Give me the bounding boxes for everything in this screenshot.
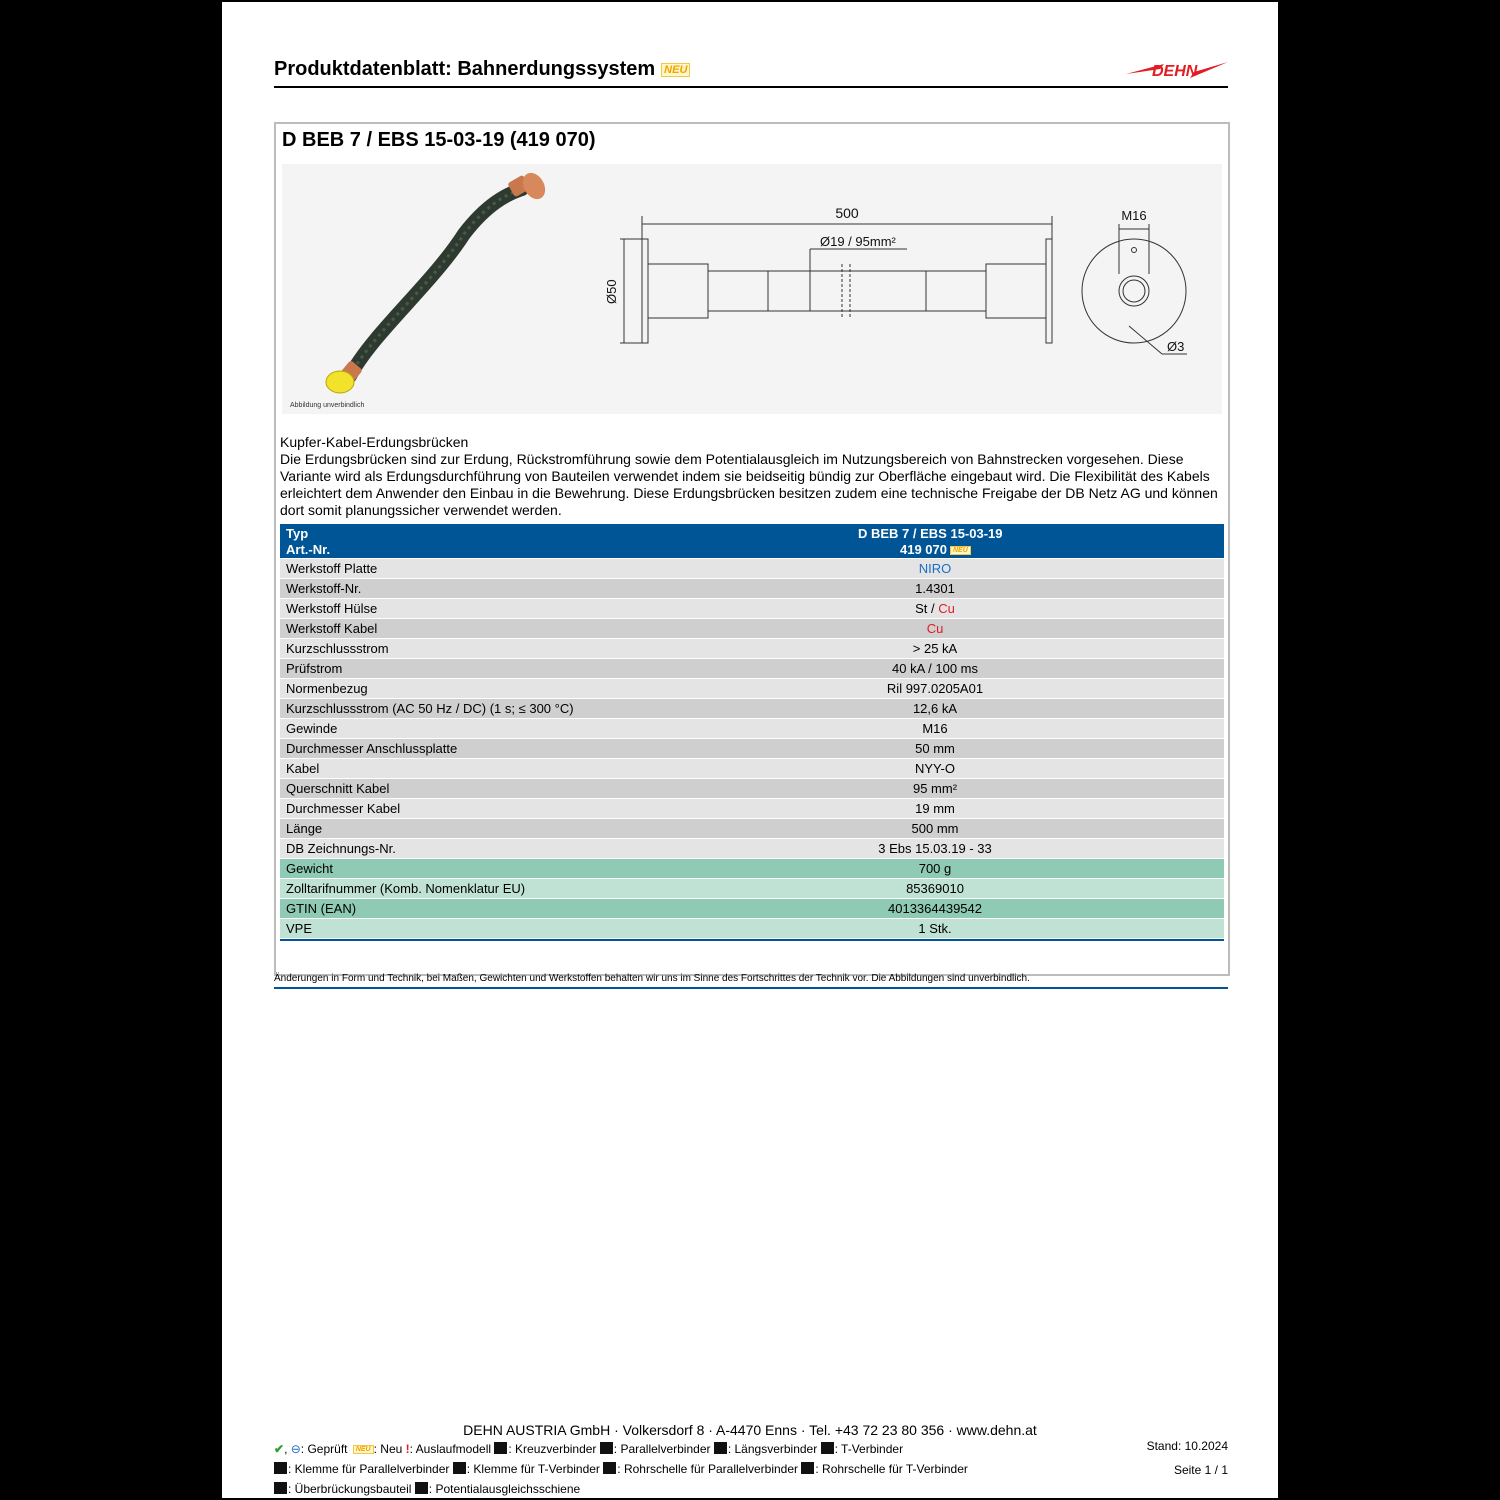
row-value: 500 mm <box>911 821 959 836</box>
table-row <box>280 619 1224 638</box>
row-label: Normenbezug <box>286 681 368 696</box>
header-rule <box>274 86 1228 88</box>
table-row <box>280 739 1224 758</box>
spec-table <box>280 524 1224 941</box>
table-row <box>280 639 1224 658</box>
row-label: Durchmesser Anschlussplatte <box>286 741 458 756</box>
discontinued-icon: ! <box>405 1442 410 1456</box>
longitudinal-connector-icon <box>714 1442 727 1454</box>
row-value: M16 <box>922 721 948 736</box>
row-label: Kurzschlussstrom (AC 50 Hz / DC) (1 s; ≤ 300 °C) <box>286 701 574 716</box>
row-label: Werkstoff-Nr. <box>286 581 362 596</box>
datasheet-page <box>222 2 1278 1498</box>
dim-plate: Ø50 <box>604 279 619 304</box>
row-label: GTIN (EAN) <box>286 901 357 916</box>
art-label: Art.-Nr. <box>286 542 331 557</box>
table-row <box>280 779 1224 798</box>
document-title: Produktdatenblatt: Bahnerdungssystem NEU <box>274 58 690 81</box>
technical-drawing <box>602 194 1202 394</box>
bridging-component-icon <box>274 1482 287 1494</box>
row-label: Gewicht <box>286 861 333 876</box>
row-value: 3 Ebs 15.03.19 - 33 <box>878 841 992 856</box>
table-row <box>280 599 1224 618</box>
pipe-clamp-t-icon <box>801 1462 814 1474</box>
table-row <box>280 659 1224 678</box>
clamp-t-icon <box>453 1462 466 1474</box>
row-value: 1 Stk. <box>918 921 952 936</box>
parallel-connector-icon <box>600 1442 613 1454</box>
product-title: D BEB 7 / EBS 15-03-19 (419 070) <box>282 129 596 151</box>
table-row <box>280 819 1224 838</box>
row-value: 4013364439542 <box>888 901 982 916</box>
row-label: Kabel <box>286 761 320 776</box>
table-row <box>280 859 1224 878</box>
legend-line-2: : Klemme für Parallelverbinder : Klemme für T-Verbinder : Rohrschelle für Parallelverbinder : Rohrschelle für T-Verbinder <box>274 1462 968 1476</box>
approved-icon: ⊖ <box>290 1442 301 1456</box>
row-label: Werkstoff Kabel <box>286 621 378 636</box>
row-label: Querschnitt Kabel <box>286 781 390 796</box>
clamp-parallel-icon <box>274 1462 287 1474</box>
pipe-clamp-parallel-icon <box>603 1462 616 1474</box>
row-value: 50 mm <box>915 741 955 756</box>
product-description <box>280 434 1224 519</box>
table-row <box>280 579 1224 598</box>
row-label: Kurzschlussstrom <box>286 641 389 656</box>
table-row <box>280 879 1224 898</box>
art-value: 419 070 NEU <box>900 542 971 557</box>
table-row <box>280 839 1224 858</box>
description-heading: Kupfer-Kabel-Erdungsbrücken <box>280 434 469 450</box>
footer-address: DEHN AUSTRIA GmbH · Volkersdorf 8 · A-4470 Enns · Tel. +43 72 23 80 356 · www.dehn.at <box>463 1422 1037 1438</box>
description-text: Die Erdungsbrücken sind zur Erdung, Rückstromführung sowie dem Potentialausgleich im Nutzungsbereich von Bahnstrecken vorgesehen. Diese Variante wird als Erdungsdurchführung von Bauteilen verwendet indem sie beidseitig bündig zur Oberfläche eingebaut wird. Die Flexibilität des Kabels erleichtert dem Anwender den Einbau in die Bewehrung. Diese Erdungsbrücken besitzen zudem eine technische Freigabe der DB Netz AG und können dort somit planungssicher verwendet werden. <box>280 451 1218 518</box>
new-badge: NEU <box>661 63 690 77</box>
legend-line-3: : Überbrückungsbauteil : Potentialausgleichsschiene <box>274 1482 580 1496</box>
dim-thread: M16 <box>1121 208 1147 223</box>
row-value: 95 mm² <box>912 781 958 796</box>
disclaimer: Änderungen in Form und Technik, bei Maßen, Gewichten und Werkstoffen behalten wir uns im Sinne des Fortschrittes der Technik vor. Die Abbildungen sind unverbindlich. <box>274 973 1030 984</box>
table-row <box>280 919 1224 938</box>
image-area <box>282 164 1222 414</box>
row-value: 12,6 kA <box>912 701 958 716</box>
row-label: Durchmesser Kabel <box>286 801 401 816</box>
table-row <box>280 759 1224 778</box>
row-value: Cu <box>926 621 944 636</box>
svg-text:DEHN: DEHN <box>1152 63 1198 80</box>
row-value: 85369010 <box>906 881 964 896</box>
row-value: 700 g <box>918 861 952 876</box>
table-row <box>280 699 1224 718</box>
dim-cable: Ø19 / 95mm² <box>820 234 896 249</box>
equipotential-bar-icon <box>415 1482 428 1494</box>
row-label: Werkstoff Hülse <box>286 601 378 616</box>
check-icon: ✔ <box>274 1442 285 1456</box>
spec-table-header <box>280 524 1224 558</box>
product-box <box>274 122 1230 976</box>
table-row <box>280 799 1224 818</box>
disclaimer-rule <box>274 987 1228 989</box>
dehn-logo <box>1124 54 1228 84</box>
table-row <box>280 899 1224 918</box>
table-end-rule <box>280 939 1224 941</box>
footer-page: Seite 1 / 1 <box>1173 1463 1228 1477</box>
row-value: 19 mm <box>915 801 955 816</box>
row-value: > 25 kA <box>912 641 958 656</box>
row-value: Ril 997.0205A01 <box>886 681 984 696</box>
row-label: Länge <box>286 821 323 836</box>
dim-hole: Ø3 <box>1167 339 1185 354</box>
row-label: Prüfstrom <box>286 661 343 676</box>
row-value: NYY-O <box>915 761 955 776</box>
table-row <box>280 679 1224 698</box>
row-value: 1.4301 <box>915 581 955 596</box>
row-label: VPE <box>286 921 313 936</box>
cable-photo <box>282 164 572 414</box>
table-row <box>280 559 1224 578</box>
footer-date: Stand: 10.2024 <box>1146 1439 1228 1453</box>
row-label: Werkstoff Platte <box>286 561 378 576</box>
row-value: NIRO <box>918 561 952 576</box>
cross-connector-icon <box>494 1442 507 1454</box>
typ-value: D BEB 7 / EBS 15-03-19 <box>858 526 1003 541</box>
row-label: Zolltarifnummer (Komb. Nomenklatur EU) <box>286 881 526 896</box>
new-icon: NEU <box>353 1445 374 1454</box>
legend-line-1: ✔, ⊖: Geprüft NEU : Neu !: Auslaufmodell : Kreuzverbinder : Parallelverbinder : Längsverbinder : T-Verbinder <box>274 1442 904 1456</box>
t-connector-icon <box>821 1442 834 1454</box>
table-row <box>280 719 1224 738</box>
dim-length: 500 <box>835 205 859 221</box>
row-label: Gewinde <box>286 721 338 736</box>
typ-label: Typ <box>286 526 309 541</box>
row-value: 40 kA / 100 ms <box>892 661 978 676</box>
image-caption: Abbildung unverbindlich <box>290 402 365 409</box>
row-value: St / Cu <box>915 601 955 616</box>
row-label: DB Zeichnungs-Nr. <box>286 841 396 856</box>
